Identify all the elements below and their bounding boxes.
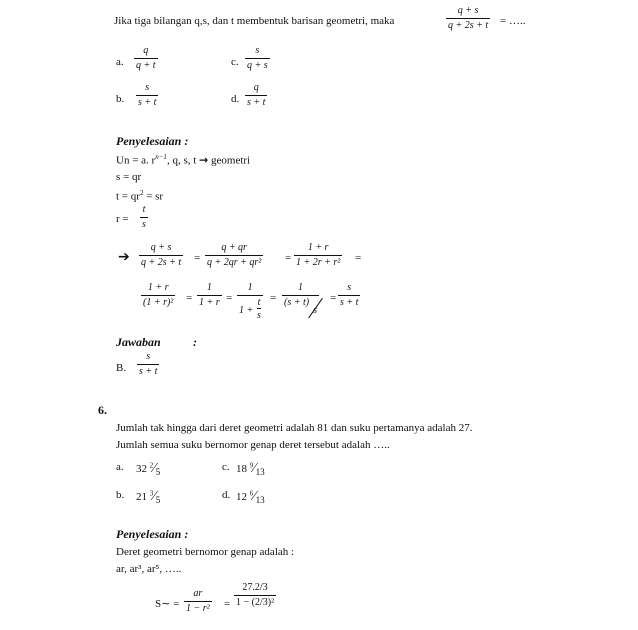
- fraction-numerator: ar: [193, 588, 203, 599]
- fraction-denominator: q + s: [247, 60, 268, 71]
- fraction-numerator: s: [146, 351, 151, 362]
- fraction-denominator: 13: [255, 467, 265, 478]
- fraction-numerator: 6: [249, 489, 254, 498]
- text: Un = a. r: [116, 154, 156, 167]
- solution-line-2: ar, ar³, ar⁵, …..: [116, 563, 182, 575]
- s-fraction-2: [234, 583, 276, 608]
- text: t = qr: [116, 190, 140, 203]
- option-d-label: d.: [222, 489, 231, 501]
- solution-line-1: Deret geometri bernomor genap adalah :: [116, 546, 295, 558]
- option-a-value: 32 $^2∕_5$: [136, 461, 161, 478]
- whole-number: 12: [236, 491, 247, 503]
- whole-number: 32: [136, 463, 147, 475]
- option-a-label: a.: [116, 56, 124, 68]
- equals-sign: =: [285, 252, 292, 264]
- whole-number: 18: [236, 463, 247, 475]
- answer-fraction: [137, 352, 159, 377]
- question-5-text: Jika tiga bilangan q,s, dan t membentuk barisan geometri, maka: [114, 15, 395, 27]
- equals-sign: =: [270, 292, 277, 304]
- compound-denominator: [237, 295, 263, 326]
- text: 1 +: [239, 305, 254, 316]
- fraction-denominator: (1 + r)²: [143, 297, 174, 308]
- option-d-label: d.: [231, 93, 240, 105]
- fraction-numerator: 1: [247, 282, 253, 293]
- fraction-numerator: 2: [149, 461, 154, 470]
- fraction-denominator: q + 2s + t: [448, 20, 489, 31]
- text: 27.: [242, 582, 255, 593]
- option-c-value: 18 $^9∕_{13}$: [236, 461, 265, 478]
- chain2-frac-5: [338, 283, 360, 308]
- fraction-denominator: s + t: [138, 97, 157, 108]
- fraction-numerator: 1 + r: [307, 242, 329, 253]
- fraction-numerator: t: [142, 204, 146, 215]
- fraction-denominator: s + t: [247, 97, 266, 108]
- fraction-denominator: 1 − (2/3)²: [236, 597, 275, 608]
- fraction-denominator: q + 2s + t: [141, 257, 182, 268]
- equals-sign: =: [226, 292, 233, 304]
- fraction-numerator: q + s: [457, 5, 479, 16]
- fraction-denominator: s: [142, 219, 146, 230]
- fraction-denominator: 5: [155, 495, 161, 506]
- fraction-numerator: 3: [149, 489, 154, 498]
- fraction-denominator: q + t: [136, 60, 156, 71]
- fraction-numerator: q: [253, 82, 259, 93]
- option-b-label: b.: [116, 93, 125, 105]
- text: , q, s, t: [166, 154, 197, 167]
- chain2-frac-3: [237, 283, 263, 326]
- fraction-denominator: [282, 295, 319, 316]
- option-c-fraction: [245, 46, 270, 71]
- equals-sign: =: [330, 292, 337, 304]
- fraction-denominator: s + t: [340, 297, 359, 308]
- chain1-frac-3: [294, 243, 342, 268]
- equals-sign: =: [194, 252, 201, 264]
- option-d-fraction: [245, 83, 267, 108]
- solution-line-4-label: r =: [116, 213, 129, 225]
- chain2-frac-2: [197, 283, 222, 308]
- fraction-numerator: t: [257, 297, 261, 308]
- answer-colon: :: [193, 335, 197, 349]
- fraction-numerator: 9: [249, 461, 254, 470]
- option-a-fraction: [134, 46, 158, 71]
- option-c-label: c.: [231, 56, 239, 68]
- text: = sr: [143, 190, 164, 203]
- equals-sign: =: [224, 598, 231, 610]
- fraction-numerator: s: [145, 82, 150, 93]
- whole-number: 21: [136, 491, 147, 503]
- answer-label: B.: [116, 362, 127, 374]
- solution-heading: Penyelesaian :: [116, 527, 189, 541]
- fraction-numerator: s: [347, 282, 352, 293]
- equals-sign: =: [355, 252, 362, 264]
- fraction-denominator: 5: [155, 467, 161, 478]
- text: geometri: [208, 154, 251, 167]
- fraction-denominator: s: [257, 310, 261, 321]
- chain1-frac-2: [205, 243, 263, 268]
- fraction-numerator: 1: [206, 282, 212, 293]
- question-6-text-1: Jumlah tak hingga dari deret geometri adalah 81 dan suku pertamanya adalah 27.: [116, 422, 473, 434]
- fraction-denominator: 1 + r: [199, 297, 220, 308]
- text: (s + t): [284, 297, 310, 308]
- fraction-denominator: 13: [255, 495, 265, 506]
- question-5-equals: = …..: [500, 15, 526, 27]
- chain2-frac-4: [282, 282, 319, 316]
- solution-line-2: s = qr: [116, 171, 142, 183]
- fraction-numerator: [234, 583, 276, 595]
- option-b-fraction: [136, 83, 158, 108]
- solution-line-3: [116, 190, 163, 203]
- question-6-text-2: Jumlah semua suku bernomor genap deret tersebut adalah …..: [116, 439, 390, 451]
- option-d-value: 12 $^6∕_{13}$: [236, 489, 265, 506]
- question-6-number: 6.: [98, 403, 107, 417]
- fraction-numerator: q + qr: [221, 242, 247, 253]
- option-b-label: b.: [116, 489, 125, 501]
- option-a-label: a.: [116, 461, 124, 473]
- fraction-numerator: s: [255, 45, 260, 56]
- fraction-numerator: 1 + r: [147, 282, 169, 293]
- chain2-frac-1: [141, 283, 175, 308]
- chain1-frac-1: [139, 243, 183, 268]
- question-5-fraction: [446, 6, 490, 31]
- nested-fraction: [257, 298, 261, 321]
- exponent: 2: [139, 189, 144, 197]
- equals-sign: =: [186, 292, 193, 304]
- solution-line-1: [116, 154, 250, 167]
- exponent: n−1: [155, 153, 167, 161]
- fraction-denominator: 1 − r²: [186, 603, 210, 614]
- text: s: [313, 305, 318, 316]
- s-fraction-1: [184, 589, 212, 614]
- fraction-denominator: 1 + 2r + r²: [296, 257, 341, 268]
- fraction-numerator: 1: [298, 282, 304, 293]
- arrow-icon: →: [199, 153, 209, 167]
- text: 2/3: [254, 582, 268, 593]
- fraction-denominator: s + t: [139, 366, 158, 377]
- r-fraction: [140, 205, 148, 230]
- s-infinity-label: S∼ =: [155, 598, 180, 610]
- option-b-value: 21 $^3∕_5$: [136, 489, 161, 506]
- solution-heading: Penyelesaian :: [116, 134, 189, 148]
- fraction-denominator: q + 2qr + qr²: [207, 257, 262, 268]
- fraction-numerator: q + s: [150, 242, 172, 253]
- answer-heading: Jawaban: [116, 335, 161, 349]
- fraction-numerator: q: [143, 45, 149, 56]
- option-c-label: c.: [222, 461, 230, 473]
- arrow-icon: ➔: [118, 249, 130, 265]
